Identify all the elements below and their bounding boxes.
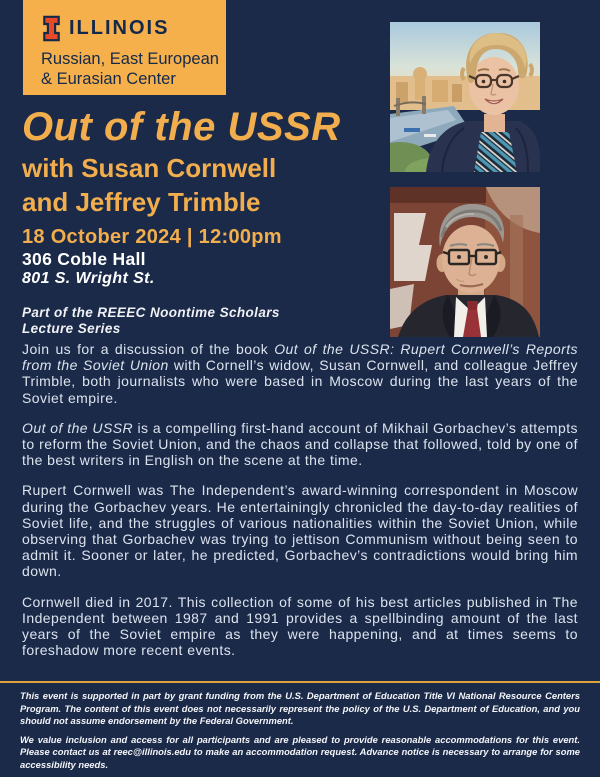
body-paragraph-2 xyxy=(22,420,578,469)
susan-cornwell-photo xyxy=(390,22,540,172)
center-name-line2: & Eurasian Center xyxy=(41,70,176,88)
p2-text: is a compelling first-hand account of Mikhail Gorbachev’s attempts to reform the Soviet Union, and the chaos and collapse that followed, told by one of the best writers in English on the scene at the time. xyxy=(22,419,578,469)
event-subtitle-line2: and Jeffrey Trimble xyxy=(22,187,261,217)
illinois-logo-row xyxy=(41,15,226,42)
accessibility-note: We value inclusion and access for all participants and are pleased to provide reasonable accommodations for this event. Please contact us at reec@illinois.edu to make an accommodation request. Advance notice is necessary to arrange for some accessibility needs. xyxy=(20,734,580,770)
event-location: 306 Coble Hall xyxy=(22,249,146,269)
jeffrey-trimble-portrait-illustration xyxy=(390,187,540,337)
event-datetime: 18 October 2024 | 12:00pm xyxy=(22,226,282,248)
center-name-line1: Russian, East European xyxy=(41,50,219,68)
p1-text2: with Cornell’s widow, Susan Cornwell, and colleague Jeffrey Trimble, both journalists who were based in Moscow during the last years of the Soviet empire. xyxy=(22,357,578,406)
p2-book-title: Out of the USSR xyxy=(22,419,134,436)
p1-book-title: Out of the USSR: Rupert Cornwell’s Reports from the Soviet Union xyxy=(22,341,578,374)
series-note-line1: Part of the REEEC Noontime Scholars xyxy=(22,305,280,320)
funding-disclaimer: This event is supported in part by grant funding from the U.S. Department of Education Title VI National Resource Centers Program. The content of this event does not necessarily represent the policy of the U.S. Department of Education, and you should not assume endorsement by the Federal Government. xyxy=(20,690,580,726)
event-address: 801 S. Wright St. xyxy=(22,270,155,287)
event-title: Out of the USSR xyxy=(22,105,341,149)
event-subtitle-line1: with Susan Cornwell xyxy=(22,153,277,183)
body-copy xyxy=(22,341,578,672)
body-paragraph-1 xyxy=(22,341,578,406)
body-paragraph-3: Rupert Cornwell was The Independent’s award-winning correspondent in Moscow during the Gorbachev years. He entertainingly chronicled the day-to-day realities of Soviet life, and the struggles of various nationalities within the Soviet Union, while observing that Gorbachev was trying to jettison Communism without being seen to admit it. Sooner or later, he predicted, Gorbachev’s contradictions would bring him down. xyxy=(22,482,578,580)
series-note-line2: Lecture Series xyxy=(22,321,121,336)
footer xyxy=(0,681,600,777)
body-paragraph-4: Cornwell died in 2017. This collection of some of his best articles published in The Independent between 1987 and 1991 provides a spellbinding amount of the last years of the Soviet empire as they were happening, and at times seems to foreshadow more recent events. xyxy=(22,593,578,659)
p1-text1: Join us for a discussion of the book xyxy=(22,341,275,357)
illinois-wordmark: ILLINOIS xyxy=(69,17,170,39)
reeec-logo-box xyxy=(23,0,226,95)
susan-cornwell-portrait-illustration xyxy=(390,22,540,172)
jeffrey-trimble-photo xyxy=(390,187,540,337)
illinois-block-i-icon xyxy=(41,15,62,42)
